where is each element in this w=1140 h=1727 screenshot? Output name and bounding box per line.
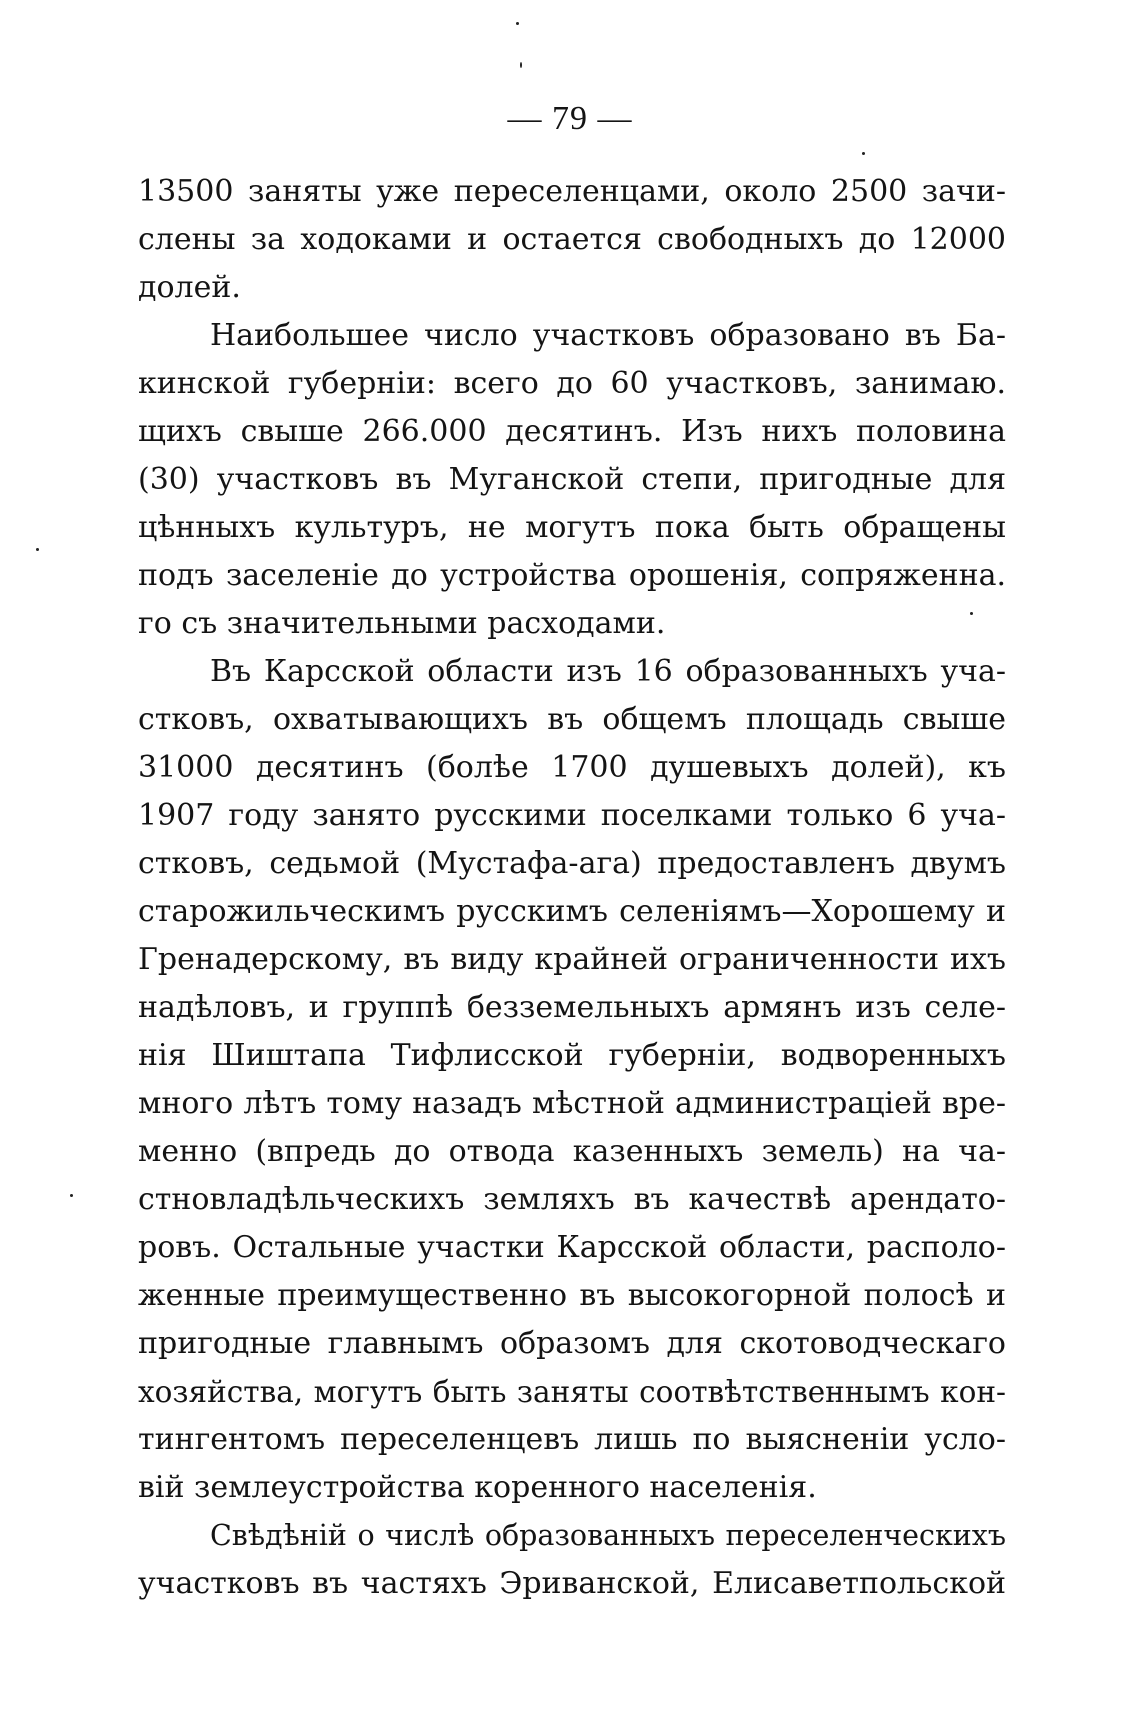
text-line: надѣловъ, и группѣ безземельныхъ армянъ изъ селе- (138, 990, 1006, 1025)
text-line: много лѣтъ тому назадъ мѣстной администраціей вре- (138, 1086, 1006, 1121)
scan-speck (970, 612, 973, 615)
text-line: 13500 заняты уже переселенцами, около 2500 зачи- (138, 174, 1006, 209)
scan-speck (36, 548, 39, 551)
scan-speck (862, 152, 865, 155)
text-line: Свѣдѣній о числѣ образованныхъ переселенческихъ (210, 1519, 1006, 1552)
text-line: Гренадерскому, въ виду крайней ограниченности ихъ (138, 942, 1006, 977)
paragraph-1 (138, 168, 1006, 312)
text-line: старожильческимъ русскимъ селеніямъ—Хорошему и (138, 894, 1006, 929)
text-line: цѣнныхъ культуръ, не могутъ пока быть обращены (138, 510, 1006, 545)
scan-speck (516, 22, 519, 25)
text-line: (30) участковъ въ Муганской степи, пригодные для (138, 462, 1006, 497)
text-line: 31000 десятинъ (болѣе 1700 душевыхъ долей), къ (138, 750, 1006, 785)
text-line: нія Шиштапа Тифлисской губерніи, водворенныхъ (138, 1038, 1006, 1073)
paragraph-4 (138, 1512, 1006, 1608)
text-line: стновладѣльческихъ земляхъ въ качествѣ арендато- (138, 1182, 1006, 1217)
text-line: хозяйства, могутъ быть заняты соотвѣтственнымъ кон- (138, 1375, 1006, 1409)
text-line: го съ значительными расходами. (138, 606, 666, 641)
text-line: Въ Карсской области изъ 16 образованныхъ уча- (210, 654, 1006, 689)
text-line: тингентомъ переселенцевъ лишь по выясненіи усло- (138, 1422, 1006, 1457)
text-line: вій землеустройства коренного населенія. (138, 1470, 817, 1505)
paragraph-3 (138, 648, 1006, 1512)
text-line: подъ заселеніе до устройства орошенія, сопряженна. (138, 558, 1006, 593)
text-line: менно (впредь до отвода казенныхъ земель) на ча- (138, 1134, 1006, 1169)
text-line: пригодные главнымъ образомъ для скотоводческаго (138, 1326, 1006, 1361)
text-line: Наибольшее число участковъ образовано въ Ба- (210, 318, 1006, 353)
text-line: стковъ, охватывающихъ въ общемъ площадь свыше (138, 702, 1006, 737)
page-number: — 79 — (507, 100, 633, 137)
text-line: 1907 году занято русскими поселками только 6 уча- (138, 798, 1006, 833)
text-line: ровъ. Остальные участки Карсской области, располо- (138, 1230, 1006, 1265)
scan-speck (520, 62, 522, 68)
text-line: долей. (138, 270, 241, 305)
paragraph-2 (138, 312, 1006, 648)
text-line: слены за ходоками и остается свободныхъ до 12000 (138, 222, 1006, 257)
body-text (138, 168, 1006, 1608)
text-line: стковъ, седьмой (Мустафа-ага) предоставленъ двумъ (138, 846, 1006, 881)
text-line: кинской губерніи: всего до 60 участковъ, занимаю. (138, 366, 1006, 401)
text-line: женные преимущественно въ высокогорной полосѣ и (138, 1278, 1006, 1313)
text-line: щихъ свыше 266.000 десятинъ. Изъ нихъ половина (138, 414, 1006, 449)
text-line: участковъ въ частяхъ Эриванской, Елисаветпольской (138, 1566, 1006, 1601)
scan-speck (70, 1194, 73, 1197)
